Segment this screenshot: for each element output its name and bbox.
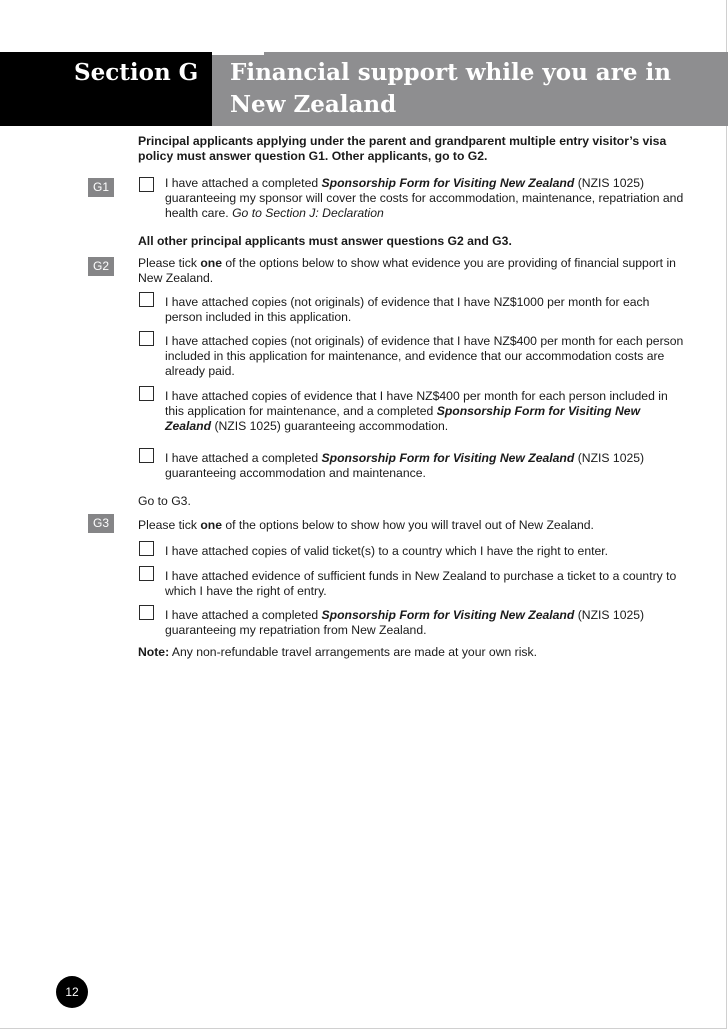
section-label: Section G [74,59,199,86]
g2-option3-text: I have attached copies of evidence that I have NZ$400 per month for each person included in this application for maintenance, and a completed Sponsorship Form for Visiting New Zealand (NZIS 1025) guaranteeing accommodation. [165,389,668,433]
g1-goto-instruction: Go to Section J: Declaration [232,206,384,220]
g2-goto-instruction: Go to G3. [138,494,191,508]
g2-intro-text: All other principal applicants must answer questions G2 and G3. [138,234,512,248]
g2-option4-text: I have attached a completed Sponsorship Form for Visiting New Zealand (NZIS 1025) guaranteeing accommodation and maintenance. [165,451,645,480]
header-accent-line [212,52,264,55]
question-label-g1: G1 [88,178,114,197]
note-text: Note: Any non-refundable travel arrangements are made at your own risk. [138,645,538,659]
section-title: Financial support while you are in New Zealand [230,59,671,118]
g2-option3-checkbox[interactable] [139,386,154,401]
g3-option3-checkbox[interactable] [139,605,154,620]
g3-option3-text: I have attached a completed Sponsorship Form for Visiting New Zealand (NZIS 1025) guaranteeing my repatriation from New Zealand. [165,608,645,637]
g2-option1-text: I have attached copies (not originals) of evidence that I have NZ$1000 per month for each person included in this application. [165,295,650,324]
g2-prompt: Please tick one of the options below to show what evidence you are providing of financial support in New Zealand. [138,256,676,285]
g2-option1-checkbox[interactable] [139,292,154,307]
question-label-g3: G3 [88,514,114,533]
intro-text: Principal applicants applying under the parent and grandparent multiple entry visitor’s visa policy must answer question G1. Other applicants, go to G2. [138,134,667,163]
note-label: Note: [138,645,170,659]
g3-option1-checkbox[interactable] [139,541,154,556]
g2-option4-checkbox[interactable] [139,448,154,463]
g3-option2-checkbox[interactable] [139,566,154,581]
g2-option2-checkbox[interactable] [139,331,154,346]
question-label-g2: G2 [88,257,114,276]
page-number: 12 [56,976,88,1008]
g2-option2-text: I have attached copies (not originals) of evidence that I have NZ$400 per month for each person included in this application for maintenance, and evidence that our accommodation costs are already paid. [165,334,684,378]
g1-option-text: I have attached a completed Sponsorship Form for Visiting New Zealand (NZIS 1025) guaranteeing my sponsor will cover the costs for accommodation, maintenance, repatriation and health care. Go to Section J: Declaration [165,176,684,220]
g3-option2-text: I have attached evidence of sufficient funds in New Zealand to purchase a ticket to a country to which I have the right of entry. [165,569,677,598]
g3-option1-text: I have attached copies of valid ticket(s) to a country which I have the right to enter. [165,544,609,558]
g1-sponsorship-checkbox[interactable] [139,177,154,192]
g3-prompt: Please tick one of the options below to show how you will travel out of New Zealand. [138,518,594,532]
